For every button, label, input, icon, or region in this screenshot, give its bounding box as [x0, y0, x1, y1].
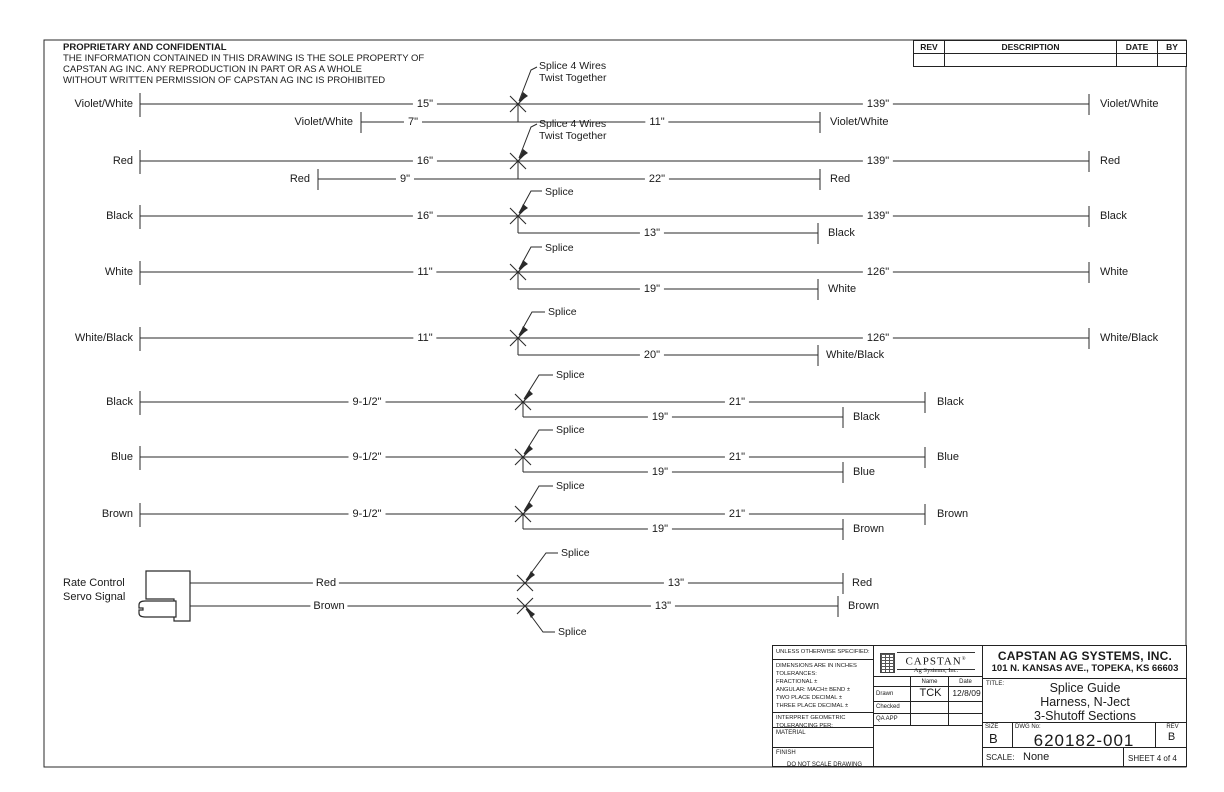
drawing-title-line: Harness, N-Ject: [1040, 695, 1130, 709]
capstan-tower-icon: [880, 653, 895, 673]
sub-wire-dim: 19": [648, 521, 672, 537]
sub-wire-label-right: Brown: [853, 523, 885, 535]
description-cell-empty: [945, 54, 1117, 66]
wire-dim: 139": [863, 208, 893, 224]
approvals-corner-cell: [874, 677, 911, 687]
by-cell-empty: [1158, 54, 1186, 66]
drawing-title-line: 3-Shutoff Sections: [1034, 709, 1136, 723]
interpret-box: [773, 713, 874, 728]
splice-callout: Splice: [556, 369, 585, 381]
tolerances-box: [773, 660, 874, 713]
wire-dim: 13": [651, 598, 675, 614]
rev-value: B: [1167, 731, 1176, 743]
company-box: [983, 646, 1187, 679]
proprietary-notice-line: WITHOUT WRITTEN PERMISSION OF CAPSTAN AG INC IS PROHIBITED: [63, 75, 386, 86]
rev-label: REV: [1166, 724, 1179, 730]
rev-box: [1156, 723, 1187, 748]
checked-name-empty: [911, 702, 949, 714]
wire-label-left: Red: [112, 155, 133, 167]
wire-label-left: White/Black: [74, 332, 133, 344]
wire-dim: 21": [725, 506, 749, 522]
by-header: BY: [1158, 41, 1186, 54]
drawn-name: TCK: [911, 687, 949, 702]
tolerance-line: FRACTIONAL ±: [776, 679, 818, 685]
rate-control-label: Rate Control: [63, 577, 125, 589]
wire-dim: 13": [664, 575, 688, 591]
wire-dim: 21": [725, 449, 749, 465]
finish-box: [773, 748, 874, 767]
splice-callout: Splice: [548, 306, 577, 318]
wire-dim: 11": [413, 330, 436, 346]
proprietary-notice: [63, 42, 424, 86]
sheet-value: SHEET 4 of 4: [1128, 754, 1177, 763]
proprietary-notice-line: CAPSTAN AG INC. ANY REPRODUCTION IN PART OR AS A WHOLE: [63, 64, 362, 75]
splice-callout: Splice: [556, 424, 585, 436]
interpret-line: INTERPRET GEOMETRIC: [776, 715, 846, 721]
scale-label: SCALE:: [986, 753, 1015, 762]
connector-icon: [139, 571, 190, 621]
tolerance-line: TOLERANCES:: [776, 671, 817, 677]
wire-label-right: Violet/White: [1100, 98, 1159, 110]
checked-label: Checked: [874, 702, 911, 714]
description-header: DESCRIPTION: [945, 41, 1117, 54]
sub-wire-dim: 19": [648, 409, 672, 425]
logo-name: CAPSTAN®: [897, 652, 975, 670]
wire-label-right: Brown: [937, 508, 969, 520]
splice-callout: Splice 4 Wires: [539, 118, 607, 130]
date-header: Date: [949, 677, 982, 687]
sub-wire-dim: 22": [645, 171, 669, 187]
company-address: 101 N. KANSAS AVE., TOPEKA, KS 66603: [991, 663, 1179, 674]
rev-cell-empty: [914, 54, 945, 66]
drawn-label: Drawn: [874, 687, 911, 702]
wire-label-left: Violet/White: [74, 98, 133, 110]
revision-table: [913, 40, 1187, 67]
date-cell-empty: [1117, 54, 1158, 66]
title-label: TITLE:: [986, 681, 1005, 687]
dwg-no-label: DWG No:: [1015, 724, 1041, 730]
wire-label-left: Black: [106, 210, 133, 222]
wire-dim: 16": [413, 208, 437, 224]
sub-wire-label-right: Red: [830, 173, 851, 185]
name-header: Name: [911, 677, 949, 687]
logo-subtitle: Ag Systems, Inc.: [913, 667, 959, 674]
proprietary-notice-line: THE INFORMATION CONTAINED IN THIS DRAWING IS THE SOLE PROPERTY OF: [63, 53, 425, 64]
sub-wire-label-right: Black: [853, 411, 880, 423]
size-value: B: [989, 731, 998, 746]
wire-label-right: Red: [852, 577, 873, 589]
wire-dim: 21": [725, 394, 749, 410]
tolerance-line: THREE PLACE DECIMAL ±: [776, 703, 849, 709]
do-not-scale-note: DO NOT SCALE DRAWING: [786, 762, 862, 768]
wire-label-right: Blue: [937, 451, 960, 463]
checked-date-empty: [949, 702, 982, 714]
wire-dim: 126": [863, 264, 893, 280]
sub-wire-label-left: Red: [289, 173, 310, 185]
logo-box: [874, 646, 983, 677]
registered-mark: ®: [961, 657, 967, 662]
wire-label-right: Brown: [848, 600, 880, 612]
finish-label: FINISH: [776, 750, 796, 756]
scale-box: [983, 748, 1124, 767]
splice-callout: Splice 4 Wires: [539, 60, 607, 72]
sub-wire-dim: 19": [640, 281, 664, 297]
scale-value: None: [1023, 751, 1050, 763]
drawn-date: 12/8/09: [949, 687, 982, 702]
title-block: [772, 645, 1187, 767]
rate-control-label: Servo Signal: [63, 591, 126, 603]
wire-dim: 16": [413, 153, 437, 169]
wire-label-right: White: [1100, 266, 1129, 278]
title-box: [983, 679, 1187, 723]
interpret-line: TOLERANCING PER:: [776, 723, 833, 729]
wire-label-left: Brown: [101, 508, 133, 520]
wire-label-right: Red: [1100, 155, 1121, 167]
wire-label-right: Black: [937, 396, 964, 408]
wire-label-right: White/Black: [1100, 332, 1159, 344]
sub-wire-dim: 7": [404, 114, 422, 130]
wire-dim: 126": [863, 330, 893, 346]
tolerance-line: DIMENSIONS ARE IN INCHES: [776, 663, 857, 669]
sub-wire-dim: 9": [396, 171, 414, 187]
rev-header: REV: [914, 41, 945, 54]
sub-wire-label-right: Black: [828, 227, 855, 239]
splice-callout: Splice: [558, 626, 587, 638]
wire-label-left: Blue: [110, 451, 133, 463]
wire-label-left: White: [104, 266, 133, 278]
sub-wire-label-right: White: [828, 283, 857, 295]
wire-dim: 15": [413, 96, 437, 112]
tolerance-line: ANGULAR: MACH± BEND ±: [776, 687, 851, 693]
sub-wire-label-left: Violet/White: [294, 116, 353, 128]
wire-dim: 139": [863, 153, 893, 169]
splice-callout: Twist Together: [539, 130, 607, 142]
sub-wire-label-right: Blue: [853, 466, 876, 478]
splice-callout: Splice: [556, 480, 585, 492]
tolerance-line: TWO PLACE DECIMAL ±: [776, 695, 843, 701]
sheet-box: [1124, 748, 1187, 767]
approvals-empty-box: [874, 726, 983, 767]
sub-wire-dim: 20": [640, 347, 664, 363]
spec-note: UNLESS OTHERWISE SPECIFIED:: [773, 646, 874, 660]
sub-wire-label-right: White/Black: [826, 349, 885, 361]
size-label: SIZE: [985, 724, 999, 730]
wire-dim: 139": [863, 96, 893, 112]
qa-date-empty: [949, 714, 982, 725]
wire-label-left: Black: [106, 396, 133, 408]
sub-wire-label-right: Violet/White: [830, 116, 889, 128]
qa-app-label: QA APP: [874, 714, 911, 725]
size-box: [983, 723, 1013, 748]
sub-wire-dim: 19": [648, 464, 672, 480]
qa-name-empty: [911, 714, 949, 725]
wire-dim: 11": [413, 264, 436, 280]
proprietary-notice-title: PROPRIETARY AND CONFIDENTIAL: [63, 42, 227, 53]
wire-dim: 9-1/2": [349, 394, 386, 410]
date-header: DATE: [1117, 41, 1158, 54]
material-box: MATERIAL: [773, 728, 874, 748]
dwg-no-value: 620182-001: [1033, 731, 1135, 750]
wire-dim: 9-1/2": [349, 506, 386, 522]
approvals-table: [874, 677, 983, 726]
wire-dim: 9-1/2": [349, 449, 386, 465]
splice-callout: Twist Together: [539, 72, 607, 84]
splice-callout: Splice: [545, 242, 574, 254]
drawing-title-line: Splice Guide: [1049, 681, 1121, 695]
splice-callout: Splice: [545, 186, 574, 198]
sub-wire-dim: 13": [640, 225, 664, 241]
dwg-no-box: [1013, 723, 1156, 748]
wire-label-right: Black: [1100, 210, 1127, 222]
wire-name-inline: Brown: [310, 598, 347, 614]
sub-wire-dim: 11": [645, 114, 668, 130]
company-name: CAPSTAN AG SYSTEMS, INC.: [997, 649, 1173, 663]
splice-callout: Splice: [561, 547, 590, 559]
wire-name-inline: Red: [313, 575, 339, 591]
